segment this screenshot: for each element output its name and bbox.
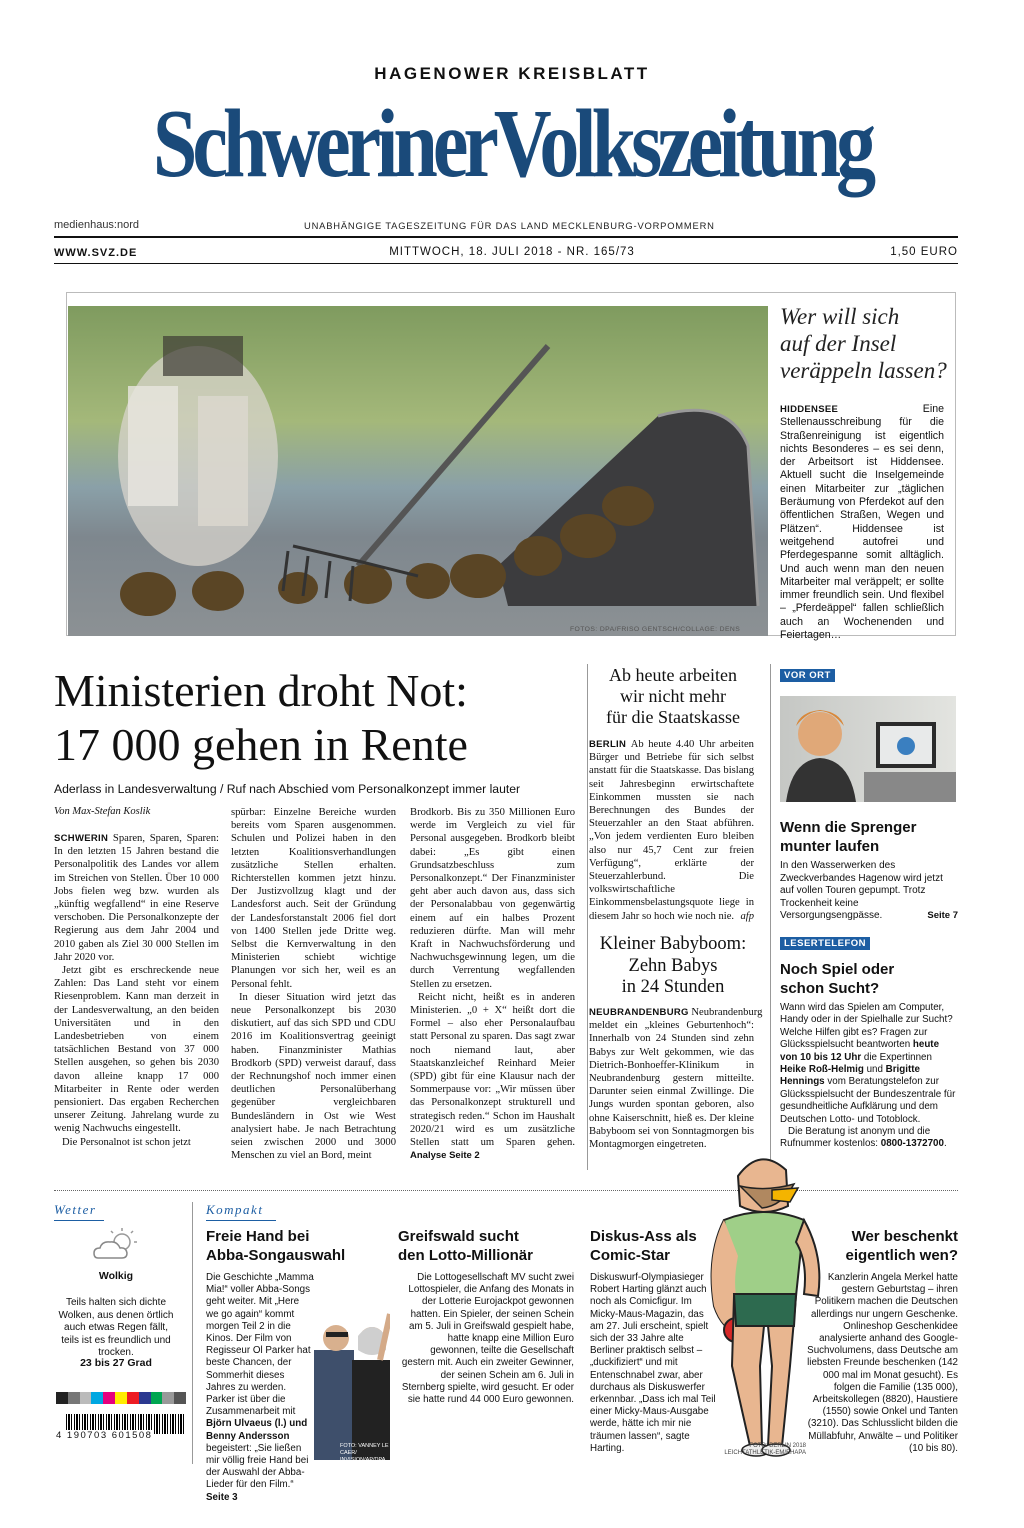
hero-headline bbox=[780, 303, 956, 384]
lead-col1-p1: Sparen, Sparen, Sparen: In den letzten 15 Jahren bestand die Personalpolitik des Landes vor allem im Streichen von Stellen. Über 10 000 Jobs fielen weg bzw. wurden als „künftig wegfallend“ in eine Reserve verschoben. Die Personalkonzepte der Regierung aus dem Jahr 2004 und 2010 gaben als Ziel 30 000 Stellen im Jahr 2020 vor. bbox=[54, 833, 219, 963]
kompakt-label: Kompakt bbox=[206, 1202, 264, 1217]
staatskasse-headline-line: wir nicht mehr bbox=[620, 686, 726, 706]
lesertelefon-headline bbox=[780, 960, 958, 998]
lotto-headline-line: Greifswald sucht bbox=[398, 1228, 519, 1245]
column-divider bbox=[770, 664, 771, 1170]
staatskasse-headline-line: für die Staatskasse bbox=[606, 707, 740, 727]
lesertelefon-body: vom Beratungstelefon zur Glücksspielsucht der Bundeszentrale für gesundheitliche Aufklärung und dem Deutschen Lotto- und Totoblock. bbox=[780, 1076, 956, 1125]
lesertelefon-phone-suffix: . bbox=[943, 1138, 947, 1150]
babyboom-headline-line: Zehn Babys bbox=[628, 955, 718, 976]
babyboom-headline bbox=[590, 934, 756, 999]
color-swatch bbox=[151, 1392, 163, 1404]
color-swatch bbox=[91, 1392, 103, 1404]
lead-page-ref[interactable]: Analyse Seite 2 bbox=[410, 1150, 480, 1162]
lead-col1-p2: Jetzt gibt es erschreckende neue Zahlen: Das Land steht vor einem Riesenproblem. Kann man derzeit in der Landesverwaltung, an den beiden Universitäten und in den Landesbetrieben von einem tatsächlichen Bestand von 37 000 Stellen ausgehen, so gehen bis 2030 davon alleine knapp 17 000 Mitarbeiter in Rente oder werden pensioniert. Das ergaben Recherchen unserer Zeitung. Jahrelang wurde zu wenig Nachwuchs eingestellt. bbox=[54, 965, 219, 1135]
diskus-photo-credit: FOTO: BERLIN 2018 LEICHTATHLETIK-EM/EHAPA bbox=[724, 1443, 806, 1456]
lead-headline bbox=[54, 664, 594, 772]
column-divider bbox=[587, 664, 588, 1170]
masthead-rule-top bbox=[54, 236, 958, 238]
abba-headline bbox=[206, 1228, 396, 1265]
merkel-headline bbox=[800, 1228, 958, 1265]
print-color-bar bbox=[56, 1392, 186, 1404]
lesertelefon-headline-line: Noch Spiel oder bbox=[780, 961, 895, 978]
diskus-article: Diskuswurf-Olympiasieger Robert Harting glänzt auch noch als Comicfigur. Im Micky-Maus-Magazin, das am 27. Juli erscheint, spielt sich der 33 Jahre alte Berliner praktisch selbst – „duckifiziert“ und mit Entenschnabel zwar, aber durchaus als Diskuswerfer erkennbar. „Dass ich mal Teil einer Micky-Maus-Ausgabe werde, hätte ich mir nie träumen lassen“, sagte Harting. bbox=[590, 1272, 716, 1454]
hero-headline-line: Wer will sich bbox=[780, 304, 900, 329]
dateline: MITTWOCH, 18. JULI 2018 - NR. 165/73 bbox=[389, 246, 635, 258]
hero-article bbox=[780, 403, 944, 642]
lotto-headline-line: den Lotto-Millionär bbox=[398, 1246, 533, 1264]
vor-ort-headline-line: munter laufen bbox=[780, 838, 880, 855]
website-link[interactable]: WWW.SVZ.DE bbox=[54, 247, 138, 259]
staatskasse-body: Ab heute 4.40 Uhr arbeiten Bürger und Betriebe für sich selbst anstatt für die Staatskasse. Das bislang seit Jahresbeginn erwirtschaftete Einkommen mussten sie nach Berechnungen des Bundes der Steuerzahler an den Staat abführen. „Von jedem verdienten Euro bleiben also nur 45,7 Cent zur freien Verfügung“, erklärte der Steuerzahlerbund. Die volkswirtschaftliche Einkommensbelastungsquote liege in diesem Jahr so hoch wie noch nie. bbox=[589, 739, 754, 922]
lead-column-3 bbox=[410, 806, 575, 1162]
lesertelefon-expert: Heike Roß-Helmig bbox=[780, 1064, 864, 1076]
lesertelefon-time: heute von 10 bis 12 Uhr bbox=[780, 1039, 940, 1063]
horse-manure-scene bbox=[68, 306, 768, 636]
lead-headline-line-2: 17 000 gehen in Rente bbox=[54, 719, 468, 770]
babyboom-article bbox=[589, 1006, 763, 1151]
vor-ort-teaser bbox=[780, 860, 958, 923]
abba-article bbox=[206, 1272, 314, 1504]
babyboom-headline-line: Kleiner Babyboom: bbox=[599, 934, 747, 954]
hero-photo bbox=[68, 306, 768, 636]
barcode-number: 4 190703 601508 bbox=[56, 1430, 153, 1441]
color-swatch bbox=[127, 1392, 139, 1404]
lesertelefon-body: Wann wird das Spielen am Computer, Handy oder in der Spielhalle zur Sucht? Welche Hilfen gibt es? Fragen zur Glücksspielsucht beantworten bbox=[780, 1002, 953, 1051]
vor-ort-photo bbox=[780, 696, 956, 802]
masthead-rule-bottom bbox=[54, 263, 958, 264]
masthead-tagline: UNABHÄNGIGE TAGESZEITUNG FÜR DAS LAND MECKLENBURG-VORPOMMERN bbox=[304, 220, 715, 231]
hero-dateline: HIDDENSEE bbox=[780, 404, 839, 415]
color-swatch bbox=[139, 1392, 151, 1404]
merkel-article: Kanzlerin Angela Merkel hatte gestern Geburtstag – ihren Politikern machen die Deutschen allerdings nur ungern Geschenke. Onlineshop Geschenkidee analysierte anhand des Google-Suchvolumens, dass Deutsche am liebsten Freunde beschenken (142 000 mal im Monat gesucht). Es folgen die Familie (135 000), Arbeitskollegen (8820), Haustiere (1550) sowie Onkel und Tanten (3210). Das Schlusslicht bilden die Müllabfuhr, Anwälte – und Politiker (10 bis 80). bbox=[807, 1272, 958, 1454]
lesertelefon-headline-line: schon Sucht? bbox=[780, 980, 880, 997]
lead-subhead: Aderlass in Landesverwaltung / Ruf nach Abschied vom Personalkonzept immer lauter bbox=[54, 782, 521, 796]
color-swatch bbox=[68, 1392, 80, 1404]
partly-cloudy-icon bbox=[90, 1228, 140, 1264]
lesertelefon-body: Die Beratung ist anonym und die Rufnummer kostenlos: bbox=[780, 1126, 931, 1150]
abba-headline-line: Abba-Songauswahl bbox=[206, 1246, 346, 1264]
lesertelefon-phone[interactable]: 0800-1372700 bbox=[880, 1138, 944, 1150]
staatskasse-dateline: BERLIN bbox=[589, 739, 627, 750]
diskus-headline-line: Diskus-Ass als bbox=[590, 1228, 697, 1245]
lead-column-2 bbox=[231, 806, 396, 1162]
wetter-label: Wetter bbox=[54, 1202, 97, 1217]
lead-col1-p3: Die Personalnot ist schon jetzt bbox=[62, 1136, 191, 1148]
vor-ort-page-ref[interactable]: Seite 7 bbox=[927, 910, 958, 922]
abba-photo bbox=[314, 1310, 390, 1460]
lead-dateline: SCHWERIN bbox=[54, 833, 109, 844]
color-swatch bbox=[56, 1392, 68, 1404]
lead-col2-p2: In dieser Situation wird jetzt das neue Personalkonzept bis 2030 diskutiert, auf das sich SPD und CDU 2016 im Koalitionsvertrag geeinigt haben. Finanzminister Mathias Brodkorb (SPD) verweist darauf, dass der Rechnungshof noch immer einen deutlichen Personalüberhang gegenüber vergleichbaren Bundesländern in Ost wie West analysiert habe. Je nach Betrachtung seien zwischen 2000 und 3000 Menschen zu viel an Bord, meint bbox=[231, 991, 396, 1162]
abba-headline-line: Freie Hand bei bbox=[206, 1228, 310, 1245]
abba-photo-credit: FOTO: VANNEY LE CAER/ INVISION/AP/DPA bbox=[340, 1443, 389, 1463]
lotto-article: Die Lottogesellschaft MV sucht zwei Lottospieler, die Anfang des Monats in der Lotterie Eurojackpot gewonnen hatten. Ein Spieler, der seinen Schein am 5. Juli in Greifswald gespielt habe, hatte knapp eine Million Euro gewonnen, teilte die Gesellschaft gestern mit. Auch ein zweiter Gewinner, der seinen Schein am 6. Juli in Sternberg spielte, wird gesucht. Er oder sie hatte rund 44 000 Euro gewonnen. bbox=[401, 1272, 574, 1406]
abba-page-ref[interactable]: Seite 3 bbox=[206, 1491, 238, 1503]
hero-body: Eine Stellenausschreibung für die Straßenreinigung ist eigentlich nichts Besonderes – es sei denn, der Arbeitsort ist Hiddensee. Aktuell sucht die Inselgemeinde einen Mitarbeiter zur „täglichen Beräumung von Pferdekot auf den öffentlichen Straßen, Wegen und Plätzen“. Hiddensee ist weitgehend autofrei und Pferdegespanne somit alltäglich. Und auch wenn man den neuen Mitarbeiter mal veräppelt; er sollte immer freundlich sein. Und flexibel – „Pferdeäppel“ fallen schließlich auch an Wochenenden und Feiertagen… bbox=[780, 403, 944, 642]
abba-names: Björn Ulvaeus (l.) und Benny Andersson bbox=[206, 1418, 308, 1442]
lesertelefon-expert: Brigitte Hennings bbox=[780, 1064, 920, 1088]
lead-headline-line-1: Ministerien droht Not: bbox=[54, 665, 468, 716]
merkel-headline-line: Wer beschenkt bbox=[851, 1228, 958, 1245]
lead-col3-p1: Brodkorb. Bis zu 350 Millionen Euro werde im Vergleich zu viel für Personal ausgegeben. Brodkorb bleibt dabei: „Es gibt einen Grundsatzbeschluss zum Personalkonzept.“ Der Finanzminister geht aber auch davon aus, dass sich der Personalabbau von gegenwärtig einem auf ein halbes Prozent reduzieren dürfte. Man will mehr Kraft in Nachwuchsförderung und Nachwuchsgewinnung legen, um die durch Verrentung wegfallenden Stellen zu ersetzen. bbox=[410, 807, 575, 990]
wetter-forecast: Teils halten sich dichte Wolken, aus denen örtlich auch etwas Regen fällt, teils ist es freundlich und trocken. bbox=[58, 1297, 174, 1359]
staatskasse-article bbox=[589, 738, 754, 923]
vor-ort-headline bbox=[780, 818, 958, 856]
lead-col3-p2: Reicht nicht, heißt es in anderen Ministerien. „0 + X“ heißt dort die Formel – also eher Personalaufbau statt Personal zu sparen. Das sagt zwar noch niemand laut, aber Staatskanzleichef Reinhard Meier (SPD) gibt für eine Klausur nach der Sommerpause vor: „Wir müssen über das Personalkonzept strukturell und strategisch reden.“ Schon im Haushalt 2020/21 wird es um zusätzliche Stellen statt um Sparen gehen. bbox=[410, 991, 575, 1149]
staatskasse-headline bbox=[590, 665, 756, 728]
babyboom-headline-line: in 24 Stunden bbox=[621, 977, 725, 997]
lesertelefon-conjunction: und bbox=[866, 1064, 883, 1076]
abba-body: begeistert: „Sie ließen mir völlig freie Hand bei der Auswahl der Abba-Lieder für den Film.“ bbox=[206, 1442, 309, 1491]
lead-byline: Von Max-Stefan Koslik bbox=[54, 806, 151, 817]
vor-ort-body: In den Wasserwerken des Zweckverbandes Hagenow wird jetzt auf vollen Touren gepumpt. Trotz Trockenheit keine Versorgungsengpässe. bbox=[780, 860, 943, 922]
lesertelefon-body: die Expertinnen bbox=[863, 1051, 932, 1063]
masthead-title: SchwerinerVolkszeitung bbox=[152, 90, 872, 198]
abba-body: Die Geschichte „Mamma Mia!“ voller Abba-Songs geht weiter. Mit „Here we go again“ kommt morgen Teil 2 in die Kinos. Der Film von Regisseur Ol Parker hat beste Chancen, der Sommerhit dieses Jahres zu werden. Parker ist über die Zusammenarbeit mit bbox=[206, 1272, 314, 1418]
color-swatch bbox=[115, 1392, 127, 1404]
lesertelefon-text bbox=[780, 1002, 958, 1151]
wetter-underline bbox=[54, 1220, 104, 1221]
kompakt-underline bbox=[206, 1220, 276, 1221]
wetter-temperatures: 23 bis 27 Grad bbox=[80, 1357, 152, 1369]
color-swatch bbox=[162, 1392, 174, 1404]
hero-headline-line: veräppeln lassen? bbox=[780, 358, 947, 383]
hero-headline-line: auf der Insel bbox=[780, 331, 897, 356]
staatskasse-headline-line: Ab heute arbeiten bbox=[609, 665, 737, 685]
vor-ort-headline-line: Wenn die Sprenger bbox=[780, 819, 917, 836]
color-swatch bbox=[174, 1392, 186, 1404]
merkel-headline-line: eigentlich wen? bbox=[845, 1246, 958, 1264]
wetter-condition: Wolkig bbox=[98, 1270, 134, 1282]
staatskasse-source: afp bbox=[740, 910, 754, 922]
waterworks-worker-image bbox=[780, 696, 956, 802]
lotto-headline bbox=[398, 1228, 588, 1265]
price: 1,50 EURO bbox=[890, 246, 958, 258]
lesertelefon-tag: LESERTELEFON bbox=[780, 937, 870, 950]
column-divider bbox=[192, 1202, 193, 1464]
publisher-logo: medienhaus:nord bbox=[54, 219, 140, 231]
color-swatch bbox=[80, 1392, 92, 1404]
lead-column-1 bbox=[54, 832, 219, 1149]
color-swatch bbox=[103, 1392, 115, 1404]
vor-ort-tag: VOR ORT bbox=[780, 669, 835, 682]
diskus-headline-line: Comic-Star bbox=[590, 1246, 671, 1264]
lead-col2-p1: spürbar: Einzelne Bereiche wurden bereits vom Sparen ausgenommen. Schulen und Polizei haben in den letzten Koalitionsverhandlungen zusätzliche Stellen erhalten. Richterstellen kommen jetzt hinzu. Der Justizvollzug klagt und der Landesforst auch. Seit der Gründung der Landesforstanstalt 2006 fiel dort von 1400 Stellen jede Dritte weg. Selbst die Kernverwaltung in den Ministerien schiebt wichtige Planungen vor sich her, weil es an Personal fehlt. bbox=[231, 807, 396, 990]
babyboom-body: Neubrandenburg meldet ein „kleines Geburtenhoch“: Innerhalb von 24 Stunden sind zehn Babys zur Welt gekommen, wie das Dietrich-Bonhoeffer-Klinikum in Neubrandenburg gestern mitteilte. Darunter seien einmal Zwillinge. Die Jungs wurden spontan geboren, also ohne Kaiserschnitt, hieß es. Der kleine Babyboom sei von Sonntagmorgen bis Montagmorgen eingetreten. bbox=[589, 1007, 763, 1151]
masthead-overline: HAGENOWER KREISBLATT bbox=[374, 64, 650, 83]
hero-photo-credit: FOTOS: DPA/FRISO GENTSCH/COLLAGE: DENS bbox=[570, 626, 741, 633]
babyboom-dateline: NEUBRANDENBURG bbox=[589, 1007, 689, 1018]
